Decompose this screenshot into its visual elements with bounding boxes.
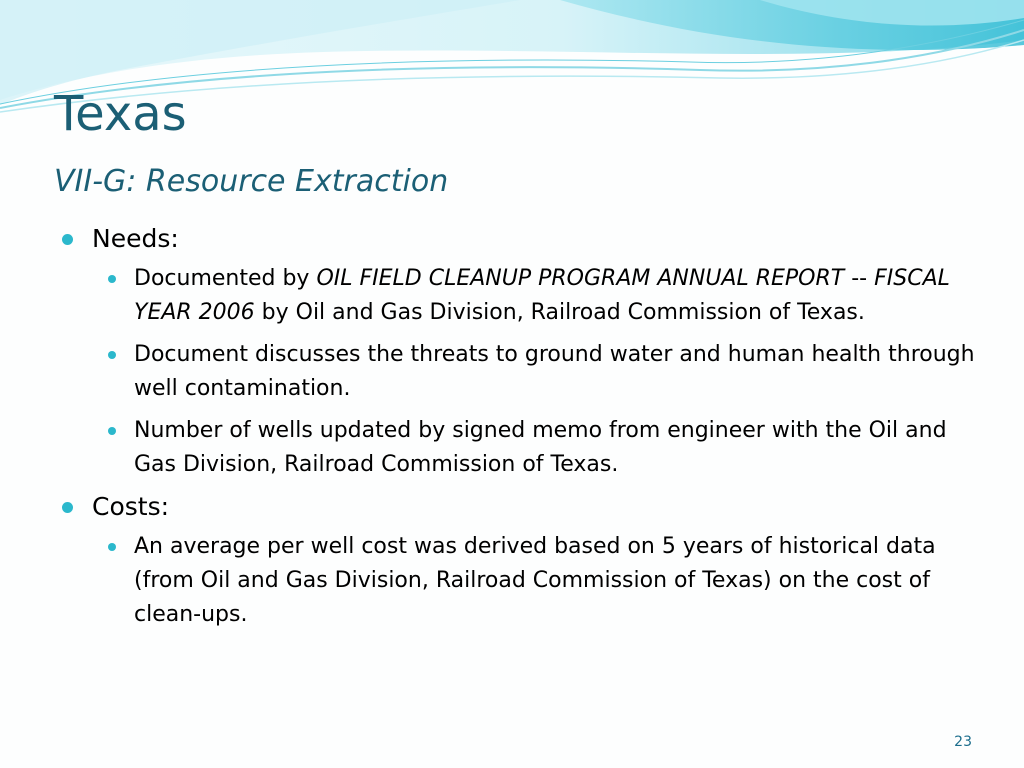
needs-item-1-report-title: OIL FIELD CLEANUP PROGRAM ANNUAL REPORT <box>316 266 845 291</box>
page-number: 23 <box>954 734 972 750</box>
slide-subtitle: VII-G: Resource Extraction <box>54 164 449 199</box>
costs-heading: Costs: <box>92 492 170 521</box>
needs-heading: Needs: <box>92 224 179 253</box>
bullet-icon <box>62 502 73 513</box>
bullet-icon <box>108 427 116 435</box>
needs-bullet <box>62 222 982 256</box>
needs-item-2-text: Document discusses the threats to ground water and human health through well contamination. <box>134 342 975 401</box>
needs-item-1-text-a: Documented by <box>134 266 317 291</box>
costs-bullet <box>62 490 982 524</box>
needs-item-1-text-b: -- <box>844 266 875 291</box>
bullet-icon <box>62 234 73 245</box>
needs-item-1-text-c: by Oil and Gas Division, Railroad Commission of Texas. <box>254 300 865 325</box>
costs-item-1 <box>92 530 982 632</box>
needs-item-1-fiscal-year: FISCAL YEAR 2006 <box>134 266 950 325</box>
slide-body <box>62 222 982 640</box>
needs-item-3 <box>92 414 982 482</box>
needs-item-2 <box>92 338 982 406</box>
needs-item-1 <box>92 262 982 330</box>
bullet-icon <box>108 351 116 359</box>
bullet-icon <box>108 543 116 551</box>
costs-item-1-text: An average per well cost was derived based on 5 years of historical data (from Oil and Gas Division, Railroad Commission of Texas) on the cost of clean-ups. <box>134 534 936 627</box>
bullet-icon <box>108 275 116 283</box>
slide-title: Texas <box>54 86 187 142</box>
needs-item-3-text: Number of wells updated by signed memo from engineer with the Oil and Gas Division, Railroad Commission of Texas. <box>134 418 947 477</box>
